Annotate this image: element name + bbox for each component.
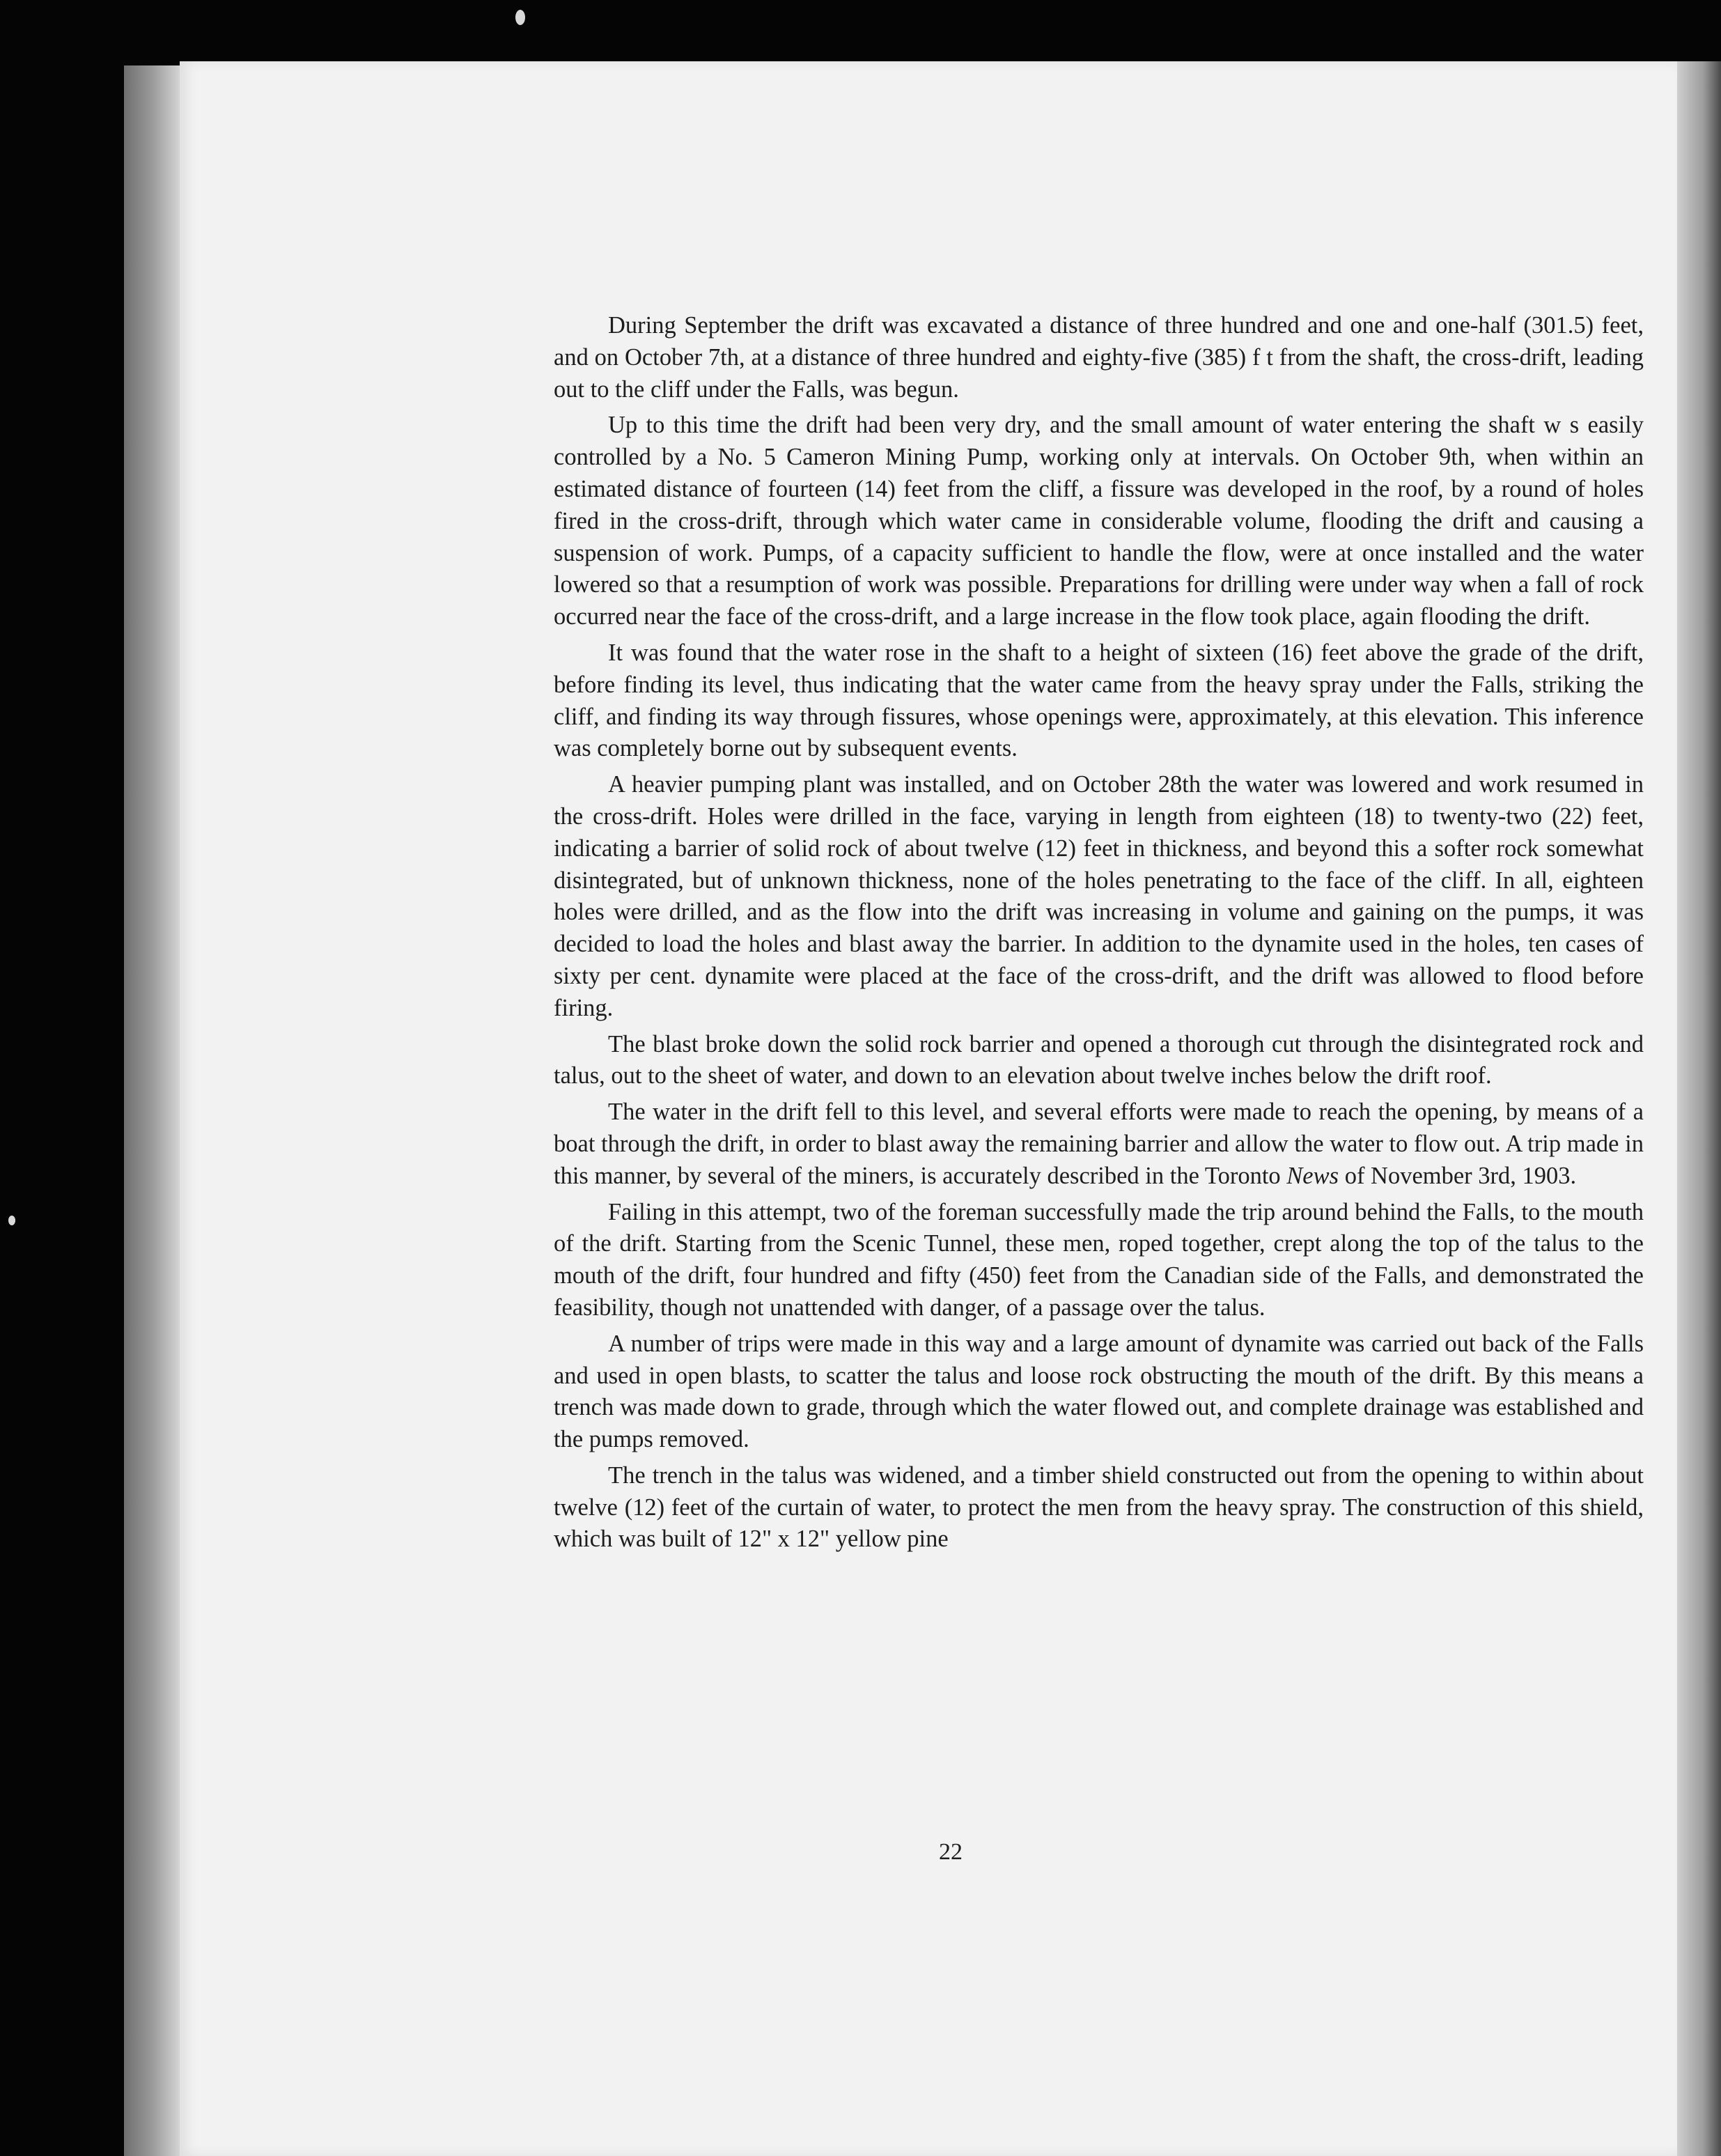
paragraph: The blast broke down the solid rock barrier and opened a thorough cut through the disintegrated rock and talus, out to the sheet of water, and down to an elevation about twelve inches below the drift roof. <box>554 1030 1644 1089</box>
paragraph: Up to this time the drift had been very dry, and the small amount of water entering the shaft w s easily controlled by a No. 5 Cameron Mining Pump, working only at intervals. On October 9th, when within an estimated distance of fourteen (14) feet from the cliff, a fissure was developed in the roof, by a round of holes fired in the cross-drift, through which water came in considerable volume, flooding the drift and causing a suspension of work. Pumps, of a capacity sufficient to handle the flow, were at once installed and the water lowered so that a resumption of work was possible. Preparations for drilling were under way when a fall of rock occurred near the face of the cross-drift, and a large increase in the flow took place, again flooding the drift. <box>554 412 1644 630</box>
page-right-edge <box>1677 61 1721 2156</box>
paragraph: Failing in this attempt, two of the foreman successfully made the trip around behind the Falls, to the mouth of the drift. Starting from the Scenic Tunnel, these men, roped together, crept along the top of the talus to the mouth of the drift, four hundred and fifty (450) feet from the Canadian side of the Falls, and demonstrated the feasibility, though not unattended with danger, of a passage over the talus. <box>554 1198 1644 1321</box>
paragraph: A number of trips were made in this way and a large amount of dynamite was carried out back of the Falls and used in open blasts, to scatter the talus and loose rock obstructing the mouth of the drift. By this means a trench was made down to grade, through which the water flowed out, and complete drainage was established and the pumps removed. <box>554 1330 1644 1453</box>
page-number: 22 <box>939 1839 963 1865</box>
citation-date: of November 3rd, 1903. <box>1344 1162 1577 1189</box>
paragraph: The trench in the talus was widened, and a timber shield constructed out from the opening to within about twelve (12) feet of the curtain of water, to protect the men from the heavy spray. The construction of this shield, which was built of 12" x 12" yellow pine <box>554 1461 1644 1553</box>
scan-speck <box>8 1216 15 1225</box>
paragraph: A heavier pumping plant was installed, and on October 28th the water was lowered and work resumed in the cross-drift. Holes were drilled in the face, varying in length from eighteen (18) to twenty-two (22) feet, indicating a barrier of solid rock of about twelve (12) feet in thickness, and beyond this a softer rock somewhat disintegrated, but of unknown thickness, none of the holes penetrating to the face of the cliff. In all, eighteen holes were drilled, and as the flow into the drift was increasing in volume and gaining on the pumps, it was decided to load the holes and blast away the barrier. In addition to the dynamite used in the holes, ten cases of sixty per cent. dynamite were placed at the face of the cross-drift, and the drift was allowed to flood before firing. <box>554 771 1644 1021</box>
body-text <box>554 310 1644 1560</box>
newspaper-title: News <box>1286 1162 1339 1189</box>
paragraph: During September the drift was excavated a distance of three hundred and one and one-half (301.5) feet, and on October 7th, at a distance of three hundred and eighty-five (385) f t from the shaft, the cross-drift, leading out to the cliff under the Falls, was begun. <box>554 312 1644 403</box>
paragraph-text: The water in the drift fell to this level, and several efforts were made to reach the opening, by means of a boat through the drift, in order to blast away the remaining barrier and allow the water to flow out. A trip made in this manner, by several of the miners, is accurately described in the Toronto <box>554 1099 1644 1189</box>
scan-speck <box>515 10 525 25</box>
paragraph: It was found that the water rose in the shaft to a height of sixteen (16) feet above the grade of the drift, before finding its level, thus indicating that the water came from the heavy spray under the Falls, striking the cliff, and finding its way through fissures, whose openings were, approximately, at this elevation. This inference was completely borne out by subsequent events. <box>554 639 1644 762</box>
paragraph-with-citation <box>554 1096 1644 1192</box>
